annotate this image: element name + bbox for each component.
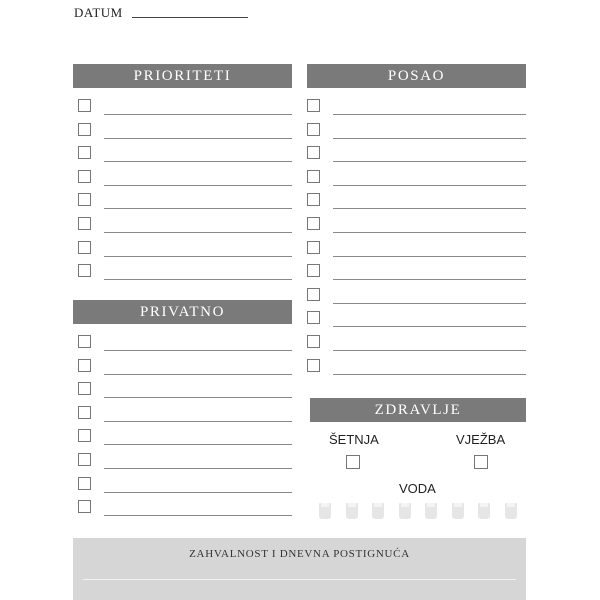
privatno-checkbox[interactable] — [78, 429, 91, 442]
prioriteti-entry-line[interactable] — [104, 138, 292, 139]
prioriteti-checkbox[interactable] — [78, 217, 91, 230]
privatno-entry-line[interactable] — [104, 397, 292, 398]
posao-entry-line[interactable] — [333, 185, 526, 186]
privatno-checkbox[interactable] — [78, 406, 91, 419]
privatno-row — [78, 333, 292, 357]
posao-checkbox[interactable] — [307, 99, 320, 112]
water-glass-icon[interactable] — [505, 503, 517, 519]
posao-checkbox[interactable] — [307, 170, 320, 183]
posao-row — [307, 97, 526, 121]
vjezba-checkbox[interactable] — [474, 455, 488, 469]
prioriteti-entry-line[interactable] — [104, 208, 292, 209]
privatno-checkbox[interactable] — [78, 382, 91, 395]
setnja-label: ŠETNJA — [329, 432, 379, 447]
privatno-checkbox[interactable] — [78, 500, 91, 513]
privatno-row — [78, 380, 292, 404]
privatno-checkbox[interactable] — [78, 359, 91, 372]
privatno-checkbox[interactable] — [78, 453, 91, 466]
prioriteti-entry-line[interactable] — [104, 185, 292, 186]
posao-entry-line[interactable] — [333, 161, 526, 162]
gratitude-input-line[interactable] — [83, 579, 516, 580]
posao-row — [307, 144, 526, 168]
vjezba-label: VJEŽBA — [456, 432, 506, 447]
voda-label: VODA — [399, 481, 436, 496]
privatno-row — [78, 357, 292, 381]
posao-entry-line[interactable] — [333, 138, 526, 139]
posao-row — [307, 309, 526, 333]
posao-row — [307, 286, 526, 310]
prioriteti-entry-line[interactable] — [104, 114, 292, 115]
prioriteti-row — [78, 144, 292, 168]
posao-checkbox[interactable] — [307, 335, 320, 348]
water-glass-icon[interactable] — [372, 503, 384, 519]
gratitude-title: ZAHVALNOST I DNEVNA POSTIGNUĆA — [189, 548, 410, 560]
posao-checkbox[interactable] — [307, 264, 320, 277]
posao-row — [307, 239, 526, 263]
gratitude-box — [73, 538, 526, 600]
posao-entry-line[interactable] — [333, 256, 526, 257]
privatno-checkbox[interactable] — [78, 477, 91, 490]
water-glass-icon[interactable] — [452, 503, 464, 519]
water-glass-icon[interactable] — [319, 503, 331, 519]
privatno-entry-line[interactable] — [104, 492, 292, 493]
prioriteti-entry-line[interactable] — [104, 279, 292, 280]
privatno-checkbox[interactable] — [78, 335, 91, 348]
posao-header: POSAO — [307, 64, 526, 88]
privatno-row — [78, 427, 292, 451]
prioriteti-row — [78, 97, 292, 121]
posao-checkbox[interactable] — [307, 311, 320, 324]
prioriteti-entry-line[interactable] — [104, 161, 292, 162]
posao-entry-line[interactable] — [333, 374, 526, 375]
posao-entry-line[interactable] — [333, 350, 526, 351]
posao-entry-line[interactable] — [333, 232, 526, 233]
zdravlje-header: ZDRAVLJE — [310, 398, 526, 422]
prioriteti-checkbox[interactable] — [78, 264, 91, 277]
posao-entry-line[interactable] — [333, 114, 526, 115]
prioriteti-row — [78, 121, 292, 145]
posao-row — [307, 168, 526, 192]
posao-entry-line[interactable] — [333, 303, 526, 304]
water-glass-icon[interactable] — [425, 503, 437, 519]
prioriteti-checkbox[interactable] — [78, 241, 91, 254]
posao-checkbox[interactable] — [307, 359, 320, 372]
posao-row — [307, 215, 526, 239]
privatno-row — [78, 404, 292, 428]
setnja-checkbox[interactable] — [346, 455, 360, 469]
posao-row — [307, 357, 526, 381]
prioriteti-checkbox[interactable] — [78, 146, 91, 159]
date-input-line[interactable] — [132, 17, 248, 18]
privatno-entry-line[interactable] — [104, 515, 292, 516]
privatno-row — [78, 451, 292, 475]
posao-row — [307, 262, 526, 286]
privatno-header: PRIVATNO — [73, 300, 292, 324]
prioriteti-entry-line[interactable] — [104, 256, 292, 257]
prioriteti-row — [78, 215, 292, 239]
prioriteti-checkbox[interactable] — [78, 170, 91, 183]
prioriteti-row — [78, 239, 292, 263]
posao-checkbox[interactable] — [307, 193, 320, 206]
water-glass-icon[interactable] — [399, 503, 411, 519]
privatno-entry-line[interactable] — [104, 468, 292, 469]
prioriteti-checkbox[interactable] — [78, 99, 91, 112]
prioriteti-header: PRIORITETI — [73, 64, 292, 88]
posao-checkbox[interactable] — [307, 217, 320, 230]
posao-checkbox[interactable] — [307, 146, 320, 159]
prioriteti-checkbox[interactable] — [78, 123, 91, 136]
prioriteti-row — [78, 191, 292, 215]
privatno-entry-line[interactable] — [104, 421, 292, 422]
prioriteti-entry-line[interactable] — [104, 232, 292, 233]
water-glass-icon[interactable] — [478, 503, 490, 519]
posao-row — [307, 121, 526, 145]
posao-entry-line[interactable] — [333, 326, 526, 327]
privatno-entry-line[interactable] — [104, 350, 292, 351]
water-glass-icon[interactable] — [346, 503, 358, 519]
privatno-row — [78, 475, 292, 499]
posao-checkbox[interactable] — [307, 123, 320, 136]
posao-checkbox[interactable] — [307, 241, 320, 254]
posao-row — [307, 191, 526, 215]
posao-entry-line[interactable] — [333, 208, 526, 209]
prioriteti-checkbox[interactable] — [78, 193, 91, 206]
date-label: DATUM — [74, 5, 123, 20]
posao-checkbox[interactable] — [307, 288, 320, 301]
posao-row — [307, 333, 526, 357]
prioriteti-row — [78, 168, 292, 192]
privatno-row — [78, 498, 292, 522]
privatno-entry-line[interactable] — [104, 374, 292, 375]
posao-entry-line[interactable] — [333, 279, 526, 280]
prioriteti-row — [78, 262, 292, 286]
privatno-entry-line[interactable] — [104, 444, 292, 445]
